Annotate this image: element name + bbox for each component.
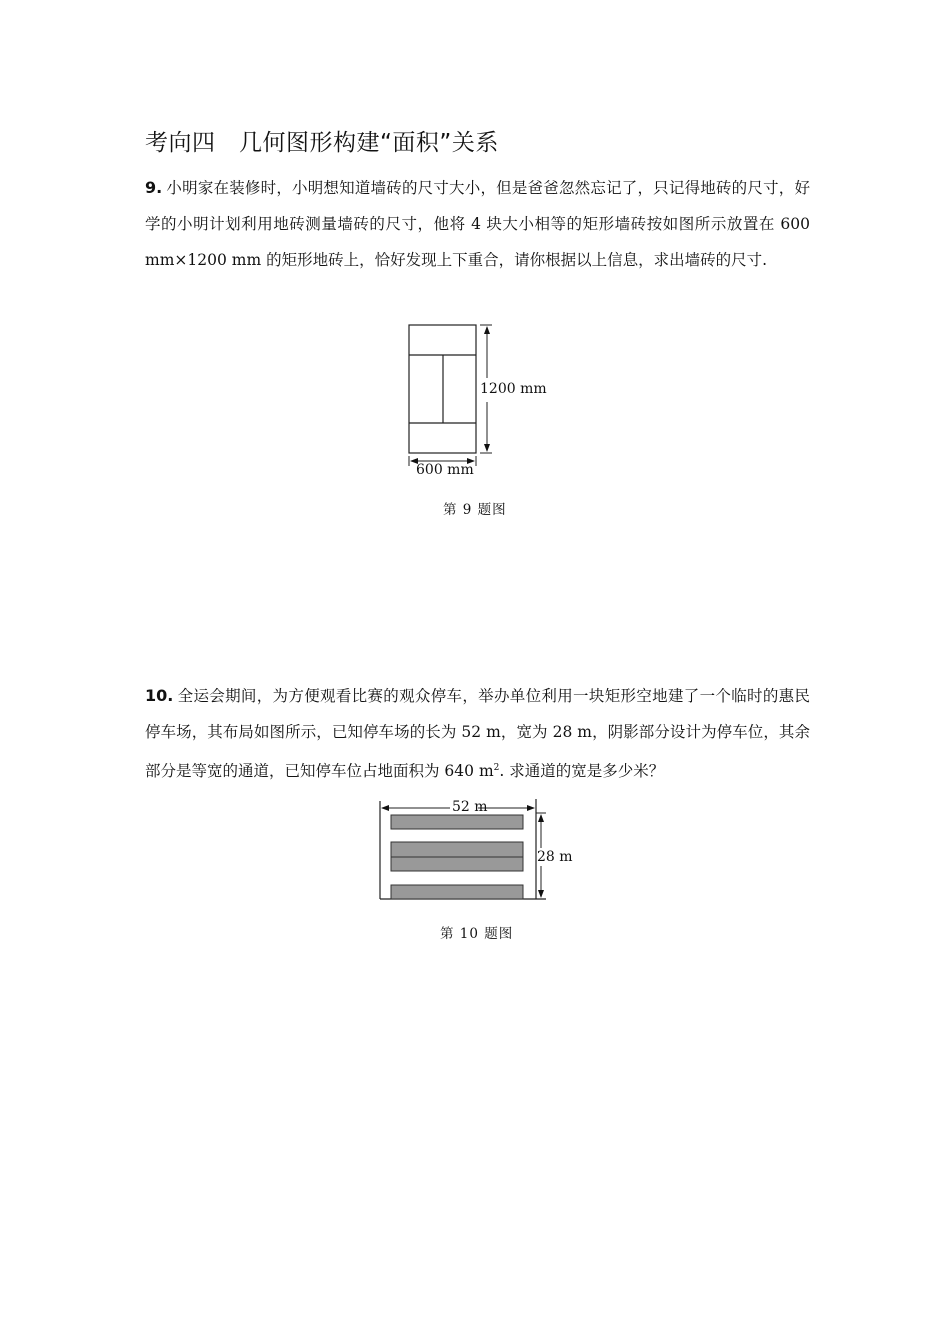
question-number: 10. [145,686,174,705]
height-label: 1200 mm [480,381,547,397]
width-label: 28 m [537,849,573,865]
parking-row-4 [391,885,523,899]
section-heading: 考向四 几何图形构建“面积”关系 [145,130,499,156]
parking-row-1 [391,815,523,829]
parking-row-2 [391,842,523,857]
figure-10-caption: 第 10 题图 [440,926,514,942]
question-number: 9. [145,178,163,197]
question-text: 全运会期间，为方便观看比赛的观众停车，举办单位利用一块矩形空地建了一个临时的惠民停车场，其布局如图所示，已知停车场的长为 52 m，宽为 28 m，阴影部分设计为停车位，其余部分是等宽的通道，已知停车位占地面积为 640 m [145,687,810,781]
question-text-end: . 求通道的宽是多少米？ [499,762,665,781]
width-label: 600 mm [416,462,474,478]
length-label: 52 m [452,799,488,815]
parking-row-3 [391,857,523,871]
figure-9-caption: 第 9 题图 [443,502,507,518]
question-text: 小明家在装修时，小明想知道墙砖的尺寸大小，但是爸爸忽然忘记了，只记得地砖的尺寸，好学的小明计划利用地砖测量墙砖的尺寸，他将 4 块大小相等的矩形墙砖按如图所示放置在 600 mm×1200 mm 的矩形地砖上，恰好发现上下重合，请你根据以上信息，求出墙砖的尺寸. [145,179,810,269]
superscript: 2 [493,763,500,773]
